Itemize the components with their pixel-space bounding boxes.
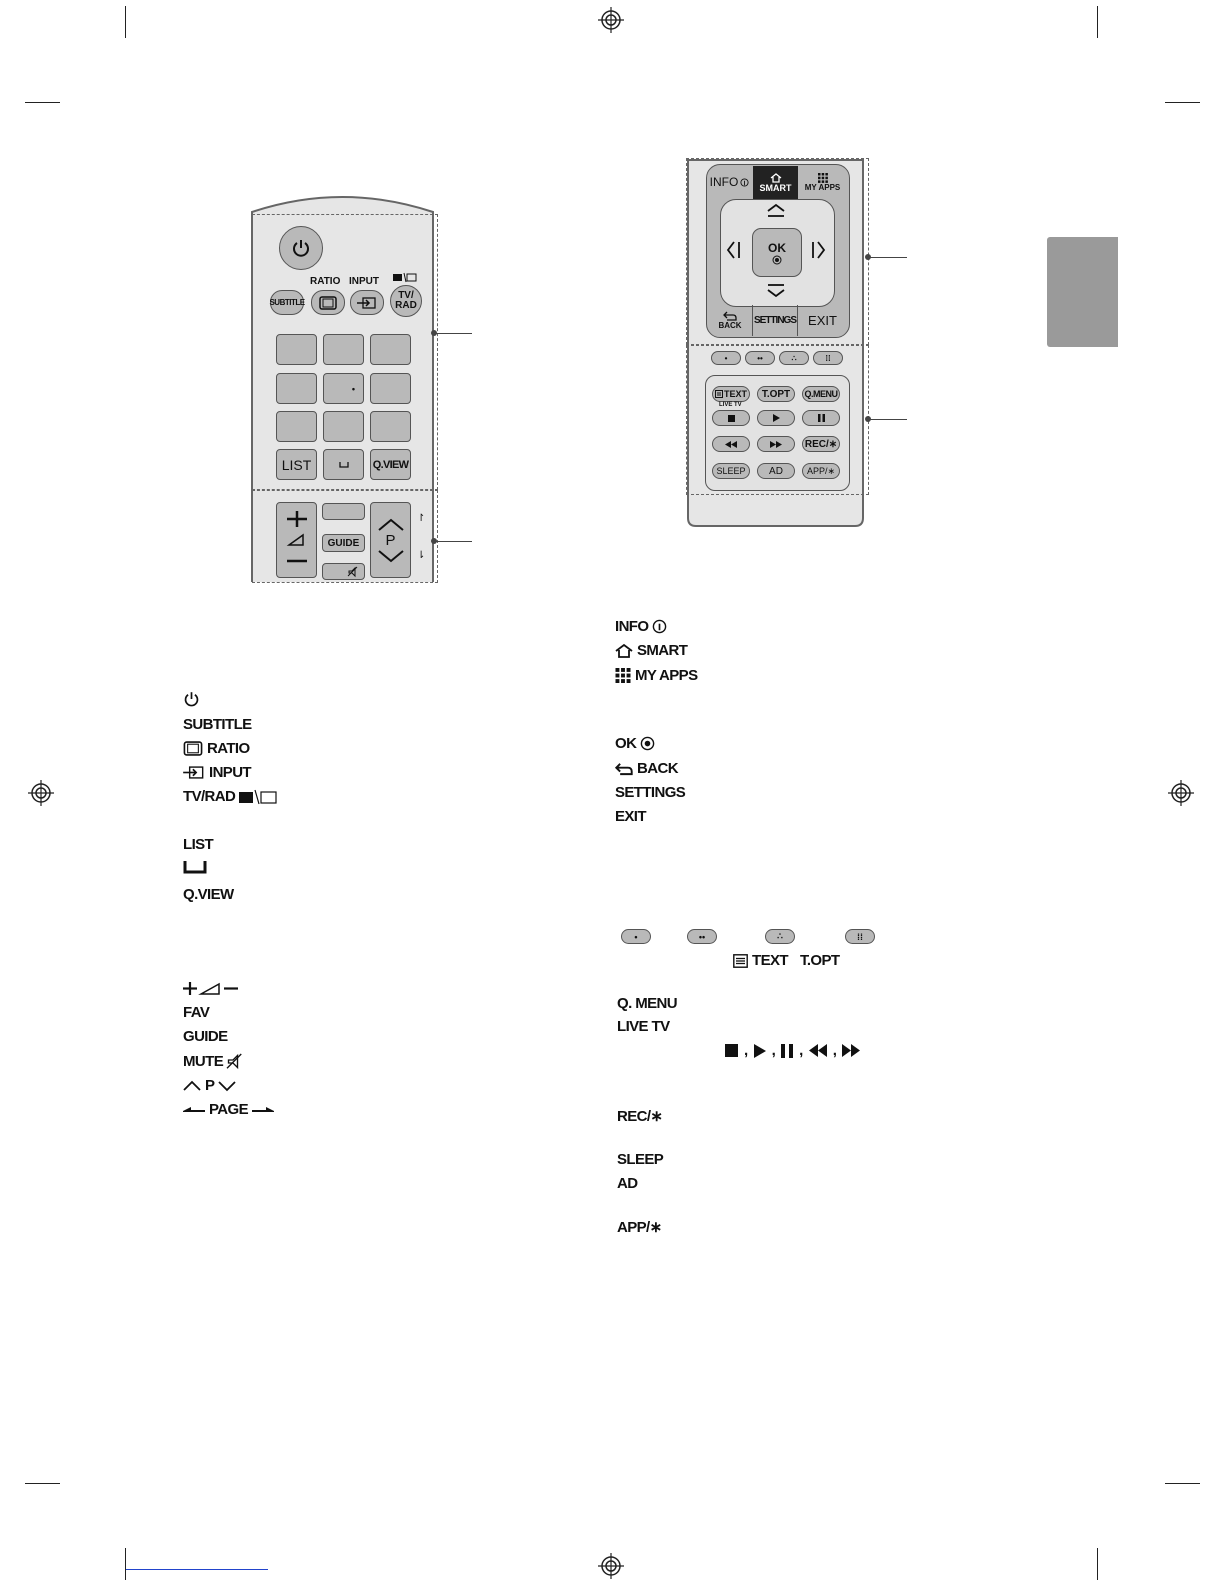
pause-icon	[818, 414, 825, 422]
legend-channel	[183, 1077, 236, 1094]
legend-media-keys: , , , ,	[725, 1042, 860, 1059]
ratio-text: RATIO	[207, 740, 250, 757]
fav-text: FAV	[183, 1004, 210, 1021]
page-left-icon	[183, 1106, 205, 1114]
color-button-red[interactable]: •	[711, 351, 741, 365]
info-text: INFO	[615, 618, 649, 635]
back-label: BACK	[718, 320, 742, 330]
page-up-mark: ↾	[417, 513, 426, 524]
input-icon	[183, 766, 205, 779]
text-icon	[715, 390, 723, 398]
ratio-button[interactable]	[311, 290, 345, 315]
my-apps-label: MY APPS	[804, 182, 841, 192]
sleep-button[interactable]: SLEEP	[712, 463, 750, 479]
stop-icon	[728, 415, 735, 422]
crop-mark	[1165, 102, 1200, 103]
fast-forward-icon	[770, 441, 782, 448]
legend-ratio	[183, 740, 250, 757]
power-icon	[183, 690, 200, 708]
number-button[interactable]	[370, 334, 411, 365]
registration-mark-icon	[598, 1553, 624, 1579]
legend-text-topt	[733, 952, 839, 969]
legend-info	[615, 618, 667, 635]
rewind-icon	[725, 441, 737, 448]
rec-text: REC/∗	[617, 1108, 663, 1125]
qmenu-text: Q. MENU	[617, 995, 677, 1012]
info-button[interactable]	[707, 165, 752, 199]
legend-list	[183, 836, 213, 853]
number-button[interactable]	[276, 411, 317, 442]
legend-my-apps	[615, 667, 698, 684]
arrow-left-icon[interactable]	[726, 240, 740, 260]
channel-down-icon	[377, 549, 405, 563]
app-button[interactable]: APP/∗	[802, 463, 840, 479]
stop-button[interactable]	[712, 410, 750, 426]
volume-icon	[285, 509, 309, 571]
input-button[interactable]	[350, 290, 384, 315]
rewind-button[interactable]	[712, 436, 750, 452]
number-button[interactable]	[370, 373, 411, 404]
play-icon	[754, 1044, 766, 1058]
smart-label: SMART	[759, 182, 792, 193]
legend-color-blue: ⁞⁞	[845, 929, 875, 944]
info-label: INFO	[709, 175, 739, 189]
arrow-down-icon[interactable]	[766, 284, 786, 298]
fav-button[interactable]	[322, 503, 365, 520]
power-icon	[291, 238, 311, 258]
apps-grid-icon	[818, 173, 828, 183]
ratio-caption: RATIO	[310, 276, 341, 287]
legend-color-yellow: ∴	[765, 929, 795, 944]
mute-button[interactable]	[322, 563, 365, 580]
tv-radio-button[interactable]: TV/ RAD	[390, 285, 422, 317]
color-button-yellow[interactable]: ∴	[779, 351, 809, 365]
fast-forward-button[interactable]	[757, 436, 795, 452]
tv-radio-icon	[239, 790, 277, 804]
crop-mark	[1097, 1548, 1098, 1580]
legend-qmenu	[617, 995, 677, 1012]
tv-radio-caption	[393, 273, 417, 285]
number-button[interactable]	[370, 411, 411, 442]
registration-mark-icon	[28, 780, 54, 806]
callout-leader	[869, 257, 907, 258]
crop-mark	[125, 1548, 126, 1580]
ok-target-icon	[640, 736, 655, 751]
settings-button[interactable]: SETTINGS	[752, 305, 798, 336]
power-button[interactable]	[279, 226, 323, 270]
callout-leader	[869, 419, 907, 420]
back-text: BACK	[637, 760, 678, 777]
legend-power	[183, 690, 200, 708]
legend-rec	[617, 1107, 662, 1125]
subtitle-button[interactable]: SUBTITLE	[270, 290, 304, 315]
info-icon	[740, 178, 749, 187]
legend-space	[183, 861, 207, 874]
pause-button[interactable]	[802, 410, 840, 426]
smart-text: SMART	[637, 642, 688, 659]
tv-rad-text: TV/RAD	[183, 788, 236, 805]
topt-text: T.OPT	[799, 952, 840, 969]
volume-icon	[183, 981, 239, 996]
crop-mark	[1097, 6, 1098, 38]
live-tv-text: LIVE TV	[617, 1018, 670, 1035]
channel-up-icon	[183, 1081, 201, 1091]
crop-mark	[125, 6, 126, 38]
number-button[interactable]	[323, 411, 364, 442]
play-icon	[773, 414, 780, 422]
text-button[interactable]	[712, 386, 750, 402]
crop-mark	[1165, 1483, 1200, 1484]
arrow-right-icon[interactable]	[812, 240, 826, 260]
topt-button[interactable]: T.OPT	[757, 386, 795, 402]
legend-settings	[615, 784, 685, 801]
arrow-up-icon[interactable]	[766, 203, 786, 217]
exit-text: EXIT	[615, 808, 646, 825]
qmenu-button[interactable]: Q.MENU	[802, 386, 840, 402]
guide-text: GUIDE	[183, 1028, 228, 1045]
legend-qview	[183, 886, 234, 903]
space-icon	[339, 462, 349, 468]
qview-text: Q.VIEW	[183, 886, 234, 903]
legend-subtitle	[183, 716, 252, 733]
list-text: LIST	[183, 836, 214, 853]
mute-icon	[227, 1054, 242, 1069]
back-arrow-icon	[615, 762, 633, 776]
smart-button[interactable]	[753, 166, 798, 199]
guide-button[interactable]: GUIDE	[322, 534, 365, 552]
legend-guide	[183, 1028, 228, 1045]
number-button[interactable]	[323, 334, 364, 365]
play-button[interactable]	[757, 410, 795, 426]
page-text: PAGE	[209, 1101, 248, 1118]
legend-ok	[615, 735, 655, 752]
space-icon	[183, 861, 207, 874]
ok-text: OK	[615, 735, 637, 752]
my-apps-button[interactable]	[799, 165, 846, 199]
legend-volume	[183, 981, 239, 996]
number-button[interactable]	[276, 334, 317, 365]
legend-back	[615, 760, 678, 777]
rec-button[interactable]: REC/∗	[802, 436, 840, 452]
live-tv-caption: LIVE TV	[719, 402, 742, 408]
legend-tv-radio	[183, 788, 277, 805]
mute-text: MUTE	[183, 1053, 224, 1070]
number-button[interactable]	[276, 373, 317, 404]
legend-fav	[183, 1004, 209, 1021]
ratio-icon	[183, 741, 203, 756]
sleep-text: SLEEP	[617, 1151, 664, 1168]
language-tab	[1047, 237, 1118, 347]
text-label: TEXT	[723, 389, 747, 399]
channel-p-label: P	[385, 531, 396, 549]
legend-live-tv	[617, 1018, 669, 1035]
channel-rocker[interactable]	[370, 502, 411, 578]
ad-text: AD	[617, 1175, 638, 1192]
legend-app	[617, 1218, 662, 1236]
legend-page	[183, 1101, 274, 1118]
stop-icon	[725, 1044, 738, 1057]
channel-down-icon	[218, 1081, 236, 1091]
legend-color-green: ••	[687, 929, 717, 944]
input-icon	[357, 297, 377, 309]
legend-mute	[183, 1053, 242, 1070]
mute-icon	[348, 567, 358, 577]
info-icon	[652, 619, 667, 634]
pause-icon	[781, 1044, 793, 1058]
legend-input	[183, 764, 251, 781]
input-text: INPUT	[209, 764, 252, 781]
color-button-green[interactable]: ••	[745, 351, 775, 365]
volume-rocker[interactable]	[276, 502, 317, 578]
tv-radio-icon	[393, 273, 417, 282]
home-icon	[615, 644, 633, 658]
back-button[interactable]	[708, 305, 752, 335]
text-icon	[733, 954, 748, 968]
input-caption: INPUT	[349, 276, 379, 287]
legend-color-red: •	[621, 929, 651, 944]
text-text: TEXT	[752, 952, 788, 969]
crop-mark	[25, 1483, 60, 1484]
my-apps-text: MY APPS	[635, 667, 698, 684]
subtitle-text: SUBTITLE	[183, 716, 252, 733]
app-text: APP/∗	[617, 1219, 662, 1236]
p-text: P	[205, 1077, 215, 1094]
footer-link-underline[interactable]	[126, 1569, 268, 1570]
registration-mark-icon	[598, 7, 624, 33]
page-down-mark: ⇂	[417, 550, 426, 561]
qview-button[interactable]: Q.VIEW	[370, 449, 411, 480]
callout-leader	[435, 333, 472, 334]
ad-button[interactable]: AD	[757, 463, 795, 479]
channel-up-icon	[377, 518, 405, 532]
exit-button[interactable]: EXIT	[808, 313, 837, 328]
legend-exit	[615, 808, 646, 825]
list-button[interactable]: LIST	[276, 449, 317, 480]
registration-mark-icon	[1168, 780, 1194, 806]
legend-ad	[617, 1175, 637, 1192]
ok-label: OK	[768, 240, 786, 255]
callout-leader	[435, 541, 472, 542]
color-button-blue[interactable]: ⁞⁞	[813, 351, 843, 365]
back-arrow-icon	[723, 311, 737, 321]
page-right-icon	[252, 1106, 274, 1114]
home-icon	[770, 173, 782, 183]
ratio-icon	[319, 296, 337, 310]
rewind-icon	[809, 1044, 827, 1057]
ok-target-icon	[772, 255, 782, 265]
apps-grid-icon	[615, 668, 631, 683]
number-button[interactable]: •	[323, 373, 364, 404]
legend-smart	[615, 642, 687, 659]
settings-text: SETTINGS	[615, 784, 686, 801]
fast-forward-icon	[842, 1044, 860, 1057]
ok-button[interactable]	[752, 228, 802, 277]
crop-mark	[25, 102, 60, 103]
legend-sleep	[617, 1151, 663, 1168]
space-button[interactable]	[323, 449, 364, 480]
